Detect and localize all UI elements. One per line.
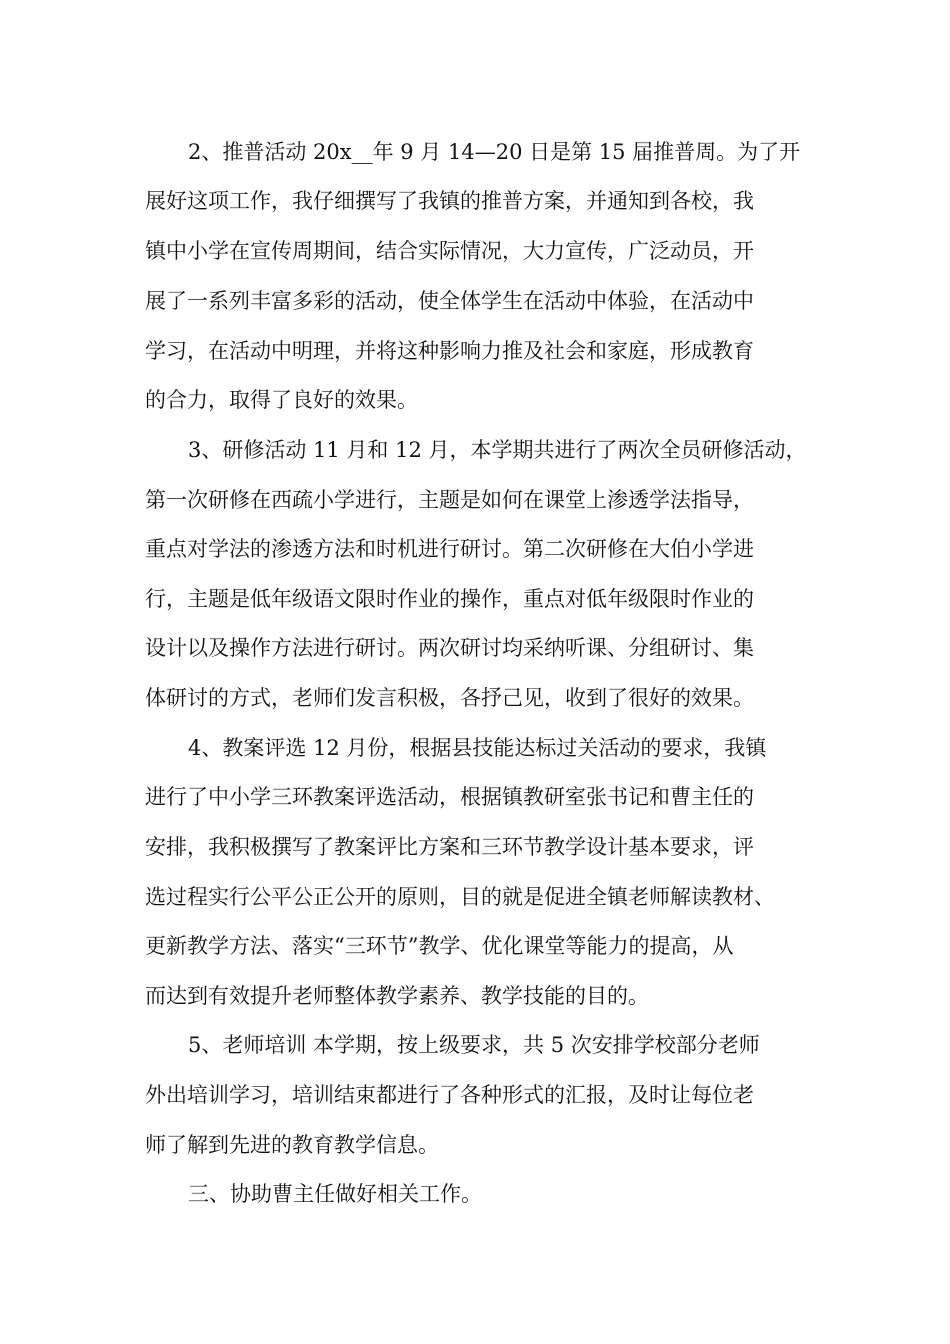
paragraph-2-line-3: 镇中小学在宣传周期间，结合实际情况，大力宣传，广泛动员，开 xyxy=(145,239,754,263)
paragraph-4-line-4: 选过程实行公平公正公开的原则，目的就是促进全镇老师解读教材、 xyxy=(145,885,775,909)
paragraph-3-line-2: 第一次研修在西疏小学进行，主题是如何在课堂上渗透学法指导， xyxy=(145,488,754,512)
paragraph-5-line-2: 外出培训学习，培训结束都进行了各种形式的汇报，及时让每位老 xyxy=(145,1083,754,1107)
paragraph-2-line-5: 学习，在活动中明理，并将这种影响力推及社会和家庭，形成教育 xyxy=(145,339,754,363)
paragraph-3-line-3: 重点对学法的渗透方法和时机进行研讨。第二次研修在大伯小学进 xyxy=(145,537,754,561)
paragraph-3-line-1: 3、研修活动 11 月和 12 月，本学期共进行了两次全员研修活动， xyxy=(188,438,807,462)
paragraph-4-line-1: 4、教案评选 12 月份，根据县技能达标过关活动的要求，我镇 xyxy=(188,736,767,760)
paragraph-4-line-5: 更新教学方法、落实“三环节”教学、优化课堂等能力的提高，从 xyxy=(145,934,734,958)
paragraph-4-line-6: 而达到有效提升老师整体教学素养、教学技能的目的。 xyxy=(145,984,649,1008)
paragraph-5-line-1: 5、老师培训 本学期，按上级要求，共 5 次安排学校部分老师 xyxy=(188,1033,760,1057)
paragraph-2-line-2: 展好这项工作，我仔细撰写了我镇的推普方案，并通知到各校，我 xyxy=(145,189,754,213)
paragraph-3-line-5: 设计以及操作方法进行研讨。两次研讨均采纳听课、分组研讨、集 xyxy=(145,636,754,660)
paragraph-4-line-2: 进行了中小学三环教案评选活动，根据镇教研室张书记和曹主任的 xyxy=(145,785,754,809)
paragraph-5-line-3: 师了解到先进的教育教学信息。 xyxy=(145,1133,439,1157)
paragraph-4-line-3: 安排，我积极撰写了教案评比方案和三环节教学设计基本要求，评 xyxy=(145,835,754,859)
paragraph-3-line-4: 行，主题是低年级语文限时作业的操作，重点对低年级限时作业的 xyxy=(145,587,754,611)
section-heading-3: 三、协助曹主任做好相关工作。 xyxy=(188,1182,482,1206)
paragraph-2-line-6: 的合力，取得了良好的效果。 xyxy=(145,388,418,412)
paragraph-3-line-6: 体研讨的方式，老师们发言积极，各抒己见，收到了很好的效果。 xyxy=(145,686,754,710)
paragraph-2-line-1: 2、推普活动 20x__年 9 月 14—20 日是第 15 届推普周。为了开 xyxy=(188,140,801,164)
paragraph-2-line-4: 展了一系列丰富多彩的活动，使全体学生在活动中体验，在活动中 xyxy=(145,289,754,313)
